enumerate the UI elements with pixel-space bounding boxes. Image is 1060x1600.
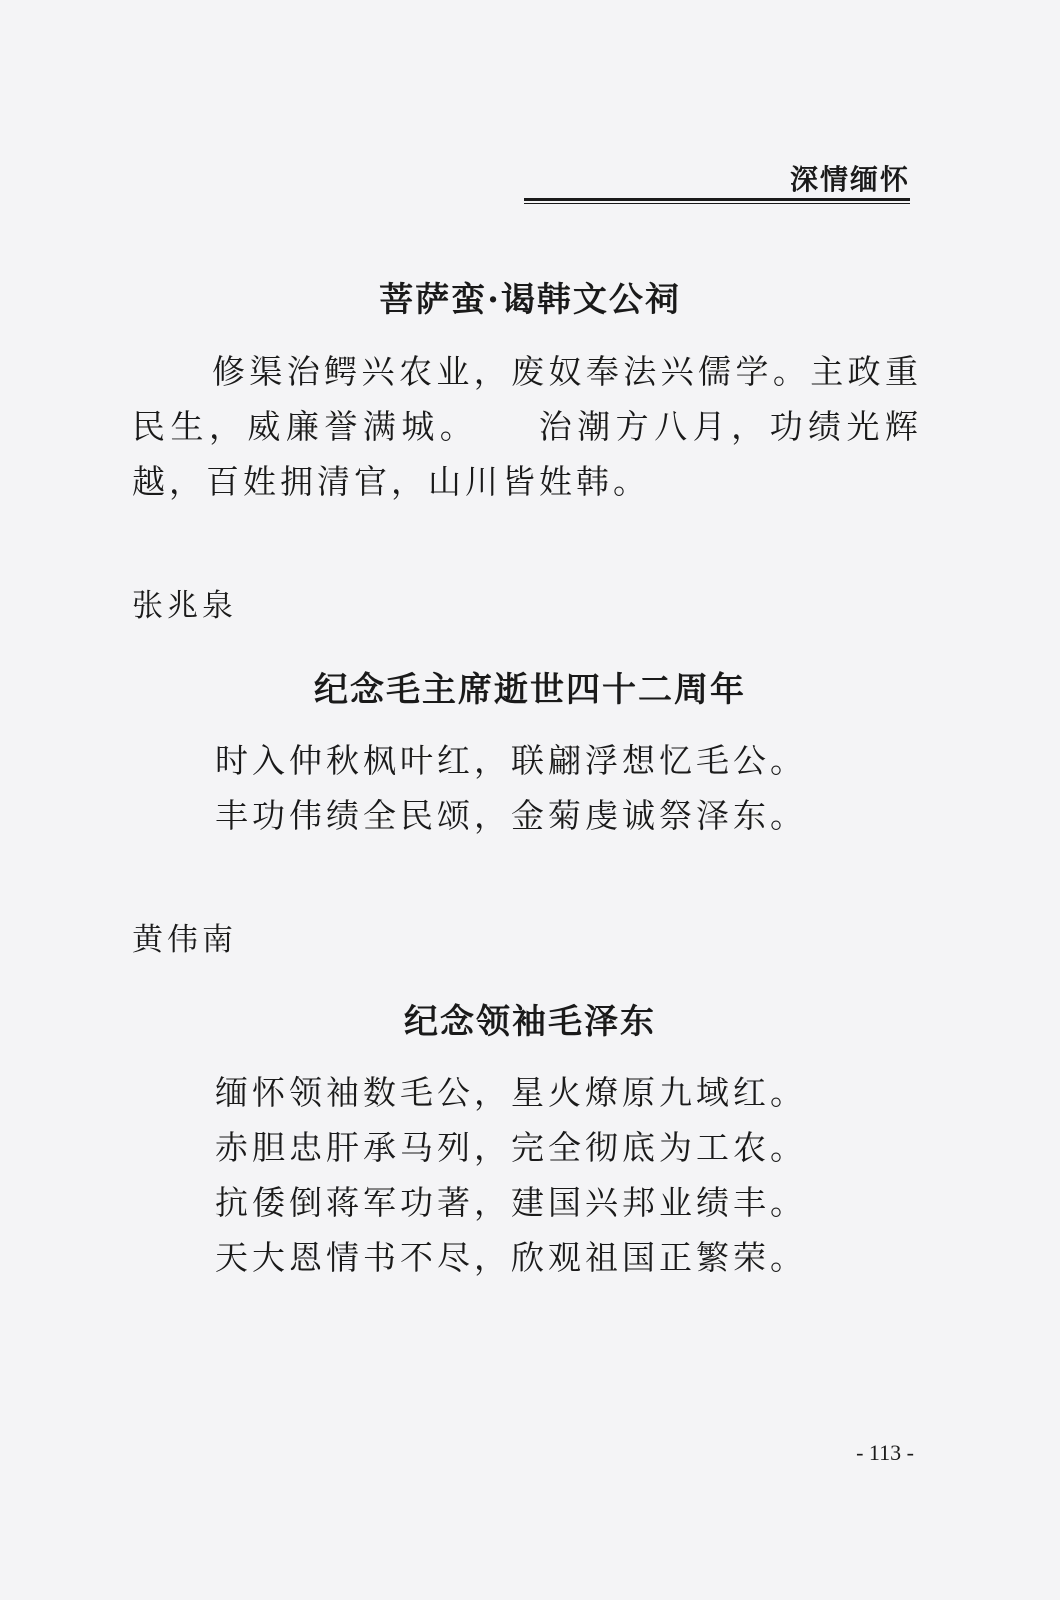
poem-body-2 (215, 733, 807, 843)
poem-body-1 (132, 344, 922, 509)
verse-line: 天大恩情书不尽，欣观祖国正繁荣。 (215, 1238, 807, 1277)
poem-title-1: 菩萨蛮·谒韩文公祠 (379, 280, 681, 320)
page-number: - 113 - (856, 1440, 914, 1465)
verse-line: 缅怀领袖数毛公，星火燎原九域红。 (215, 1073, 807, 1112)
poem-title-2: 纪念毛主席逝世四十二周年 (314, 670, 746, 710)
poem-author-3: 黄伟南 (132, 922, 237, 958)
poem-author-2: 张兆泉 (132, 588, 237, 624)
running-head: 深情缅怀 (789, 163, 910, 196)
poem-body-3 (215, 1065, 807, 1285)
verse-line: 丰功伟绩全民颂，金菊虔诚祭泽东。 (215, 796, 807, 835)
poem-title-3: 纪念领袖毛泽东 (404, 1002, 656, 1042)
poem-body-1-text: 修渠治鳄兴农业，废奴奉法兴儒学。主政重民生，威廉誉满城。 治潮方八月，功绩光辉越，百姓拥清官，山川皆姓韩。 (132, 352, 922, 501)
running-head-rule (524, 198, 910, 204)
verse-line: 抗倭倒蒋军功著，建国兴邦业绩丰。 (215, 1183, 807, 1222)
verse-line: 时入仲秋枫叶红，联翩浮想忆毛公。 (215, 741, 807, 780)
verse-line: 赤胆忠肝承马列，完全彻底为工农。 (215, 1128, 807, 1167)
